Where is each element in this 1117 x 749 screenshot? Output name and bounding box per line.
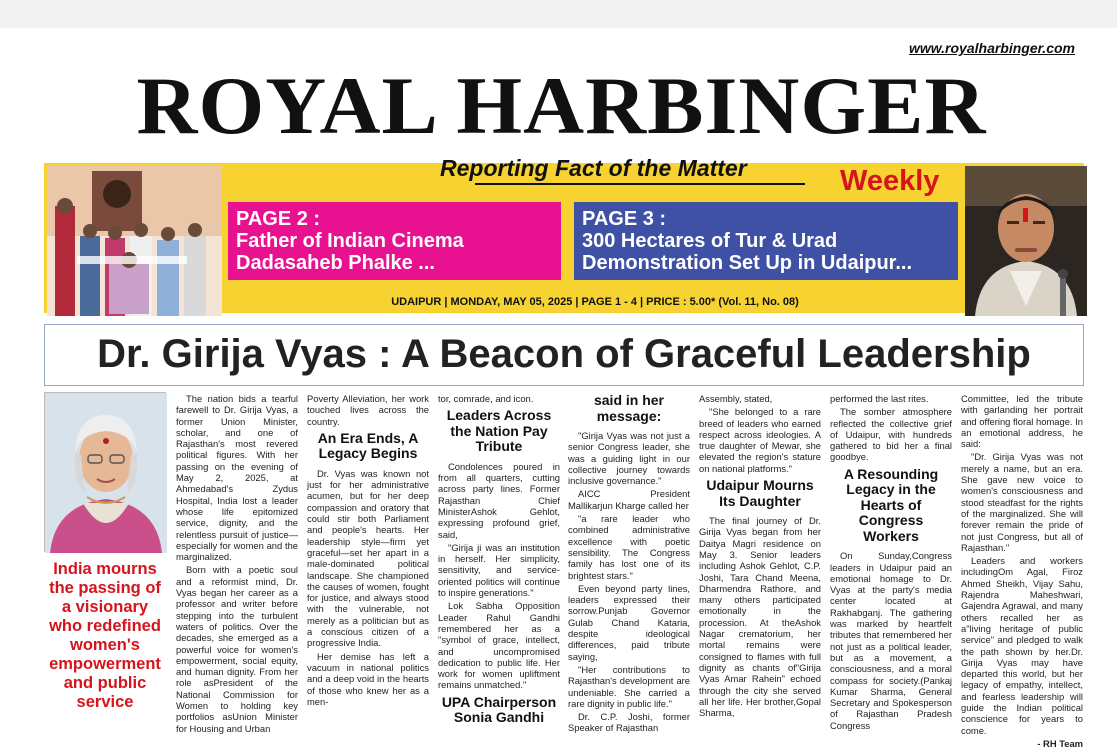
vyas-portrait-photo (44, 392, 166, 552)
paragraph: Born with a poetic soul and a reformist mind, Dr. Vyas began her career as a professor and writer before stepping into the turbulent waters of politics. Over the decades, she emerged as a powerful voice for women's empowerment, social equity, and human dignity. From her role asPresident of the National Commission for Women to holding key portfolios asUnion Minister for Housing and Urban (176, 564, 298, 734)
promo-page-3-label: PAGE 3 : (582, 208, 667, 230)
promo-page-2-title: Father of Indian Cinema (236, 230, 464, 252)
main-headline: Dr. Girija Vyas : A Beacon of Graceful Leadership (97, 332, 1031, 376)
article-column-2 (307, 393, 429, 712)
paragraph: Poverty Alleviation, her work touched lives across the country. (307, 393, 429, 427)
website-link[interactable]: www.royalharbinger.com (909, 40, 1075, 56)
top-strip (0, 0, 1117, 28)
paragraph: Dr. Vyas was known not just for her administrative acumen, but for her deep compassion and oratory that could stir both Parliament and people's hearts. Her leadership style—firm yet graceful—set her apart in a male-dominated political landscape. She championed the causes of women, fought for justice, and always stood with the vulnerable, not merely as a politician but as a conscious citizen of a progressive India. (307, 467, 429, 649)
paragraph: Dr. C.P. Joshi, former Speaker of Rajasthan (568, 711, 690, 734)
paragraph: Condolences poured in from all quarters, cutting across party lines. Former Rajasthan Chief MinisterAshok Gehlot, expressing profound grief, said, (438, 460, 560, 540)
tagline: Reporting Fact of the Matter (440, 155, 747, 181)
paragraph: Lok Sabha Opposition Leader Rahul Gandhi remembered her as a "symbol of grace, intellect, and uncompromised dedication to public life. Her work for women upliftment remains unmatched." (438, 600, 560, 691)
paragraph: AICC President Mallikarjun Kharge called her (568, 488, 690, 511)
paragraph: "a rare leader who combined administrative excellence with poetic sensibility. The Congress family has lost one of its brightest stars." (568, 513, 690, 581)
paragraph: The final journey of Dr. Girija Vyas began from her Daitya Magri residence on May 3. Senior leaders including Ashok Gehlot, C.P. Joshi, Tara Chand Meena, Dharmendra Rathore, and many others participated emotionally in the procession. At theAshok Nagar crematorium, her mortal remains were consigned to flames with full dignity as chants of"Girija Vyas Amar Rahein" echoed through the city she served all her life. Her brother,Gopal Sharma, (699, 515, 821, 719)
article-column-1 (176, 393, 298, 734)
promo-page-3-subtitle: Demonstration Set Up in Udaipur... (582, 252, 913, 274)
photo-caption-headline: India mourns the passing of a visionary who redefined women's empowerment and public service (49, 560, 161, 711)
article-column-3 (438, 393, 560, 726)
paragraph: The nation bids a tearful farewell to Dr. Girija Vyas, a former Union Minister, scholar, and one of Rajasthan's most revered political figures. With her passing on the evening of May 2, 2025, at Ahmedabad's Zydus Hospital, India lost a leader whose life epitomized service, dignity, and the relentless pursuit of justice—especially for women and the marginalized. (176, 393, 298, 563)
subheading: said in her message: (593, 392, 665, 424)
promo-page-3[interactable] (574, 202, 958, 280)
article-column-6 (830, 393, 952, 731)
edition-label: Weekly (840, 165, 940, 197)
event-photo (44, 163, 219, 313)
paragraph: "Her contributions to Rajasthan's development are undeniable. She carried a rare dignity in public life." (568, 663, 690, 709)
article-column-5 (699, 393, 821, 719)
paragraph: Leaders and workers includingOm Agal, Firoz Ahmed Sheikh, Vijay Sahu, Rajendra Maheshwari, Gajendra Agrawal, and many others recalled her as a"living heritage of public service" and pledged to walk the path shown by her.Dr. Girija Vyas may have departed this world, but her legacy of empathy, intellect, and fearless leadership will guide the Indian political conscience for years to come. (961, 555, 1083, 736)
dateline: UDAIPUR | MONDAY, MAY 05, 2025 | PAGE 1 - 4 | PRICE : 5.00* (Vol. 11, No. 08) (391, 296, 799, 308)
article-column-7 (961, 393, 1083, 749)
paragraph: performed the last rites. (830, 393, 929, 404)
paragraph: "She belonged to a rare breed of leaders who earned respect across ideologies. A true daughter of Mewar, she elevated the region's stature on national platforms." (699, 406, 821, 474)
paragraph: "Girija ji was an institution in herself. Her simplicity, sensitivity, and service-oriented politics will continue to inspire generations." (438, 541, 560, 599)
promo-page-2-subtitle: Dadasaheb Phalke ... (236, 252, 435, 274)
promo-page-2-label: PAGE 2 : (236, 208, 321, 230)
leader-portrait-photo (962, 163, 1084, 313)
paragraph: Assembly, stated, (699, 393, 773, 404)
subheading: UPA Chairperson Sonia Gandhi (441, 693, 557, 726)
paragraph: "Dr. Girija Vyas was not merely a name, but an era. She gave new voice to women's consciousness and stood steadfast for the rights of the marginalized. She will forever remain the pride of not just Congress, but all of Rajasthan." (961, 451, 1083, 553)
subheading: Udaipur Mourns Its Daughter (706, 477, 814, 509)
paragraph: "Girija Vyas was not just a senior Congress leader, she was a guiding light in our collective journey towards inclusive governance." (568, 430, 690, 487)
byline: - RH Team (1037, 737, 1083, 749)
paragraph: On Sunday,Congress leaders in Udaipur paid an emotional homage to Dr. Vyas at the party's media center located at Rakhabganj. The gathering was marked by heartfelt tributes that remembered her not just as a political leader, but as a movement, a consciousness, and a moral compass for society.(Pankaj Kumar Sharma, General Secretary and Spokesperson of Rajasthan Pradesh Congress (830, 550, 952, 731)
subheading: Leaders Across the Nation Pay Tribute (446, 407, 552, 455)
paragraph: Committee, led the tribute with garlanding her portrait and offering floral homage. In an emotional address, he said: (961, 393, 1083, 450)
promo-page-3-title: 300 Hectares of Tur & Urad (582, 230, 838, 252)
subheading: An Era Ends, A Legacy Begins (317, 429, 419, 462)
subheading: A Resounding Legacy in the Hearts of Congress Workers (843, 465, 939, 544)
paragraph: Even beyond party lines, leaders expressed their sorrow.Punjab Governor Gulab Chand Kataria, despite ideological differences, paid tribute saying, (568, 582, 690, 662)
promo-page-2[interactable] (228, 202, 561, 280)
masthead-title: ROYAL HARBINGER (136, 60, 987, 151)
paragraph: tor, comrade, and icon. (438, 393, 534, 404)
article-column-4 (568, 392, 690, 734)
paragraph: Her demise has left a vacuum in national politics and a deep void in the hearts of those who knew her as a men- (307, 650, 429, 707)
paragraph: The somber atmosphere reflected the collective grief of Udaipur, with hundreds gathered to bid her a final goodbye. (830, 406, 952, 463)
tagline-underline (475, 183, 805, 185)
